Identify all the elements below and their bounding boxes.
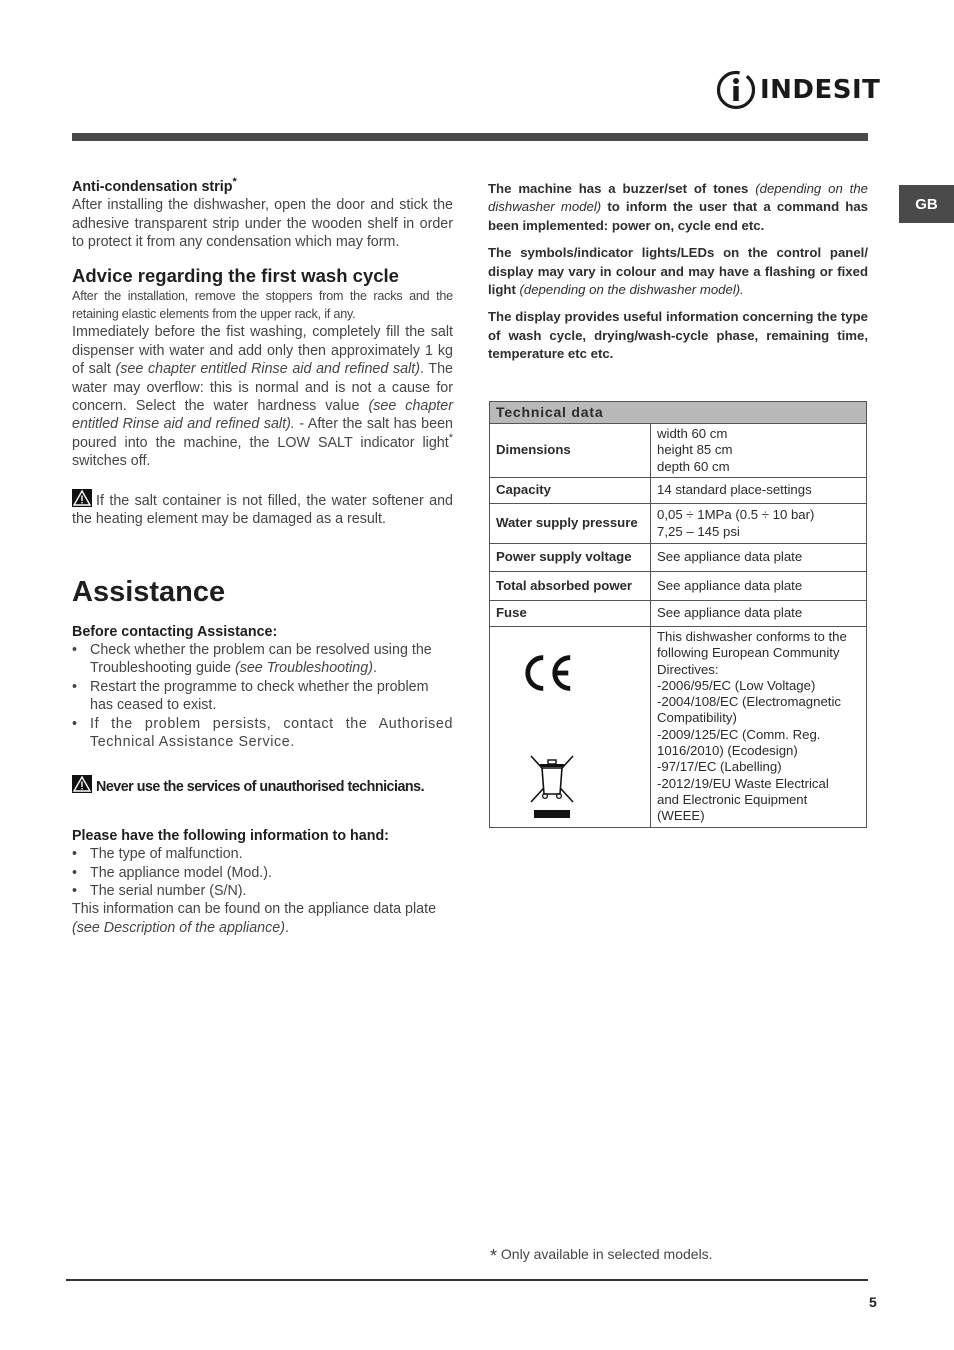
list-item xyxy=(72,715,453,752)
brand-logo xyxy=(716,68,880,112)
value-line: See appliance data plate xyxy=(657,577,803,593)
table-row-label: Fuse xyxy=(490,601,651,627)
info-list xyxy=(72,845,453,900)
bullet-icon: • xyxy=(72,715,78,732)
assistance-title: Assistance xyxy=(72,575,226,608)
table-row-label: Total absorbed power xyxy=(490,572,651,601)
anticondensation-heading: Anti-condensation strip* xyxy=(72,176,237,195)
value-line: See appliance data plate xyxy=(657,605,803,621)
list-item-text: Check whether the problem can be resolved using the Troubleshooting guide (see Troubleshooting). xyxy=(90,641,432,677)
indicator-paragraph: The symbols/indicator lights/LEDs on the control panel/ display may vary in colour and may have a flashing or fixed light (depending on the dishwasher model). xyxy=(488,245,868,298)
list-item-text: The appliance model (Mod.). xyxy=(90,864,272,881)
footnote: * Only available in selected models. xyxy=(490,1246,713,1266)
list-item xyxy=(72,641,453,678)
table-row xyxy=(490,572,867,601)
directives-text xyxy=(651,627,867,828)
warning-icon xyxy=(72,489,92,507)
value-line: width 60 cm xyxy=(657,426,728,442)
table-row-value xyxy=(651,572,867,601)
before-contacting-list xyxy=(72,641,453,751)
table-row xyxy=(490,544,867,572)
indesit-logo-icon xyxy=(716,69,756,111)
advice-heading: Advice regarding the first wash cycle xyxy=(72,264,399,286)
bullet-icon: • xyxy=(72,882,78,899)
list-item xyxy=(72,678,453,715)
salt-warning: If the salt container is not filled, the water softener and the heating element may be damaged as a result. xyxy=(72,489,453,529)
table-row xyxy=(490,478,867,504)
language-tab: GB xyxy=(899,185,954,223)
list-item xyxy=(72,845,453,863)
value-line: See appliance data plate xyxy=(657,549,803,565)
ce-mark-icon xyxy=(522,651,576,695)
footer-rule xyxy=(66,1279,868,1281)
table-row xyxy=(490,504,867,544)
technician-warning: Never use the services of unauthorised technicians. xyxy=(72,775,453,796)
brand-name: INDESIT xyxy=(760,75,881,105)
anticondensation-text: After installing the dishwasher, open the door and stick the adhesive transparent strip under the wooden shelf in order to protect it from any condensation which may form. xyxy=(72,197,453,251)
display-paragraph: The display provides useful information concerning the type of wash cycle, drying/wash-cycle phase, remaining time, temperature etc etc. xyxy=(488,309,868,362)
directive-line: -2004/108/EC (Electromagnetic xyxy=(657,694,841,710)
technical-data-header xyxy=(490,402,867,424)
table-row-value xyxy=(651,478,867,504)
directive-line: -2012/19/EU Waste Electrical xyxy=(657,775,829,791)
info-heading: Please have the following information to hand: xyxy=(72,827,389,844)
bullet-icon: • xyxy=(72,864,78,881)
technical-data-title: Technical data xyxy=(490,402,867,424)
bullet-icon: • xyxy=(72,846,78,863)
list-item-text: If the problem persists, contact the Authorised Technical Assistance Service. xyxy=(90,715,453,750)
value-line: 0,05 ÷ 1MPa (0.5 ÷ 10 bar) xyxy=(657,507,815,523)
directive-line: following European Community xyxy=(657,645,840,661)
directive-line: This dishwasher conforms to the xyxy=(657,629,847,644)
bullet-icon: • xyxy=(72,678,78,695)
directive-line: 1016/2010) (Ecodesign) xyxy=(657,743,798,759)
advice-paragraph-1: After the installation, remove the stoppers from the racks and the retaining elastic elements from the upper rack, if any. xyxy=(72,288,453,322)
table-row-label: Power supply voltage xyxy=(490,544,651,572)
directive-line: (WEEE) xyxy=(657,808,705,824)
table-row-label: Water supply pressure xyxy=(490,504,651,544)
list-item-text: The type of malfunction. xyxy=(90,846,243,863)
bullet-icon: • xyxy=(72,641,78,658)
directive-line: -2006/95/EC (Low Voltage) xyxy=(657,677,816,693)
warning-icon xyxy=(72,775,92,793)
buzzer-paragraph: The machine has a buzzer/set of tones (depending on the dishwasher model) to inform the user that a command has been implemented: power on, cycle end etc. xyxy=(488,181,868,233)
value-line: 14 standard place-settings xyxy=(657,482,812,498)
table-row-value xyxy=(651,424,867,478)
table-row-value xyxy=(651,504,867,544)
value-line: height 85 cm xyxy=(657,442,733,458)
compliance-icons xyxy=(490,627,651,828)
technical-data-table xyxy=(489,401,867,828)
table-row xyxy=(490,424,867,478)
value-line: 7,25 – 145 psi xyxy=(657,523,740,539)
weee-bin-icon xyxy=(529,754,575,824)
directive-line: Directives: xyxy=(657,661,719,677)
compliance-row xyxy=(490,627,867,828)
page-number: 5 xyxy=(869,1294,877,1310)
directive-line: and Electronic Equipment xyxy=(657,791,808,807)
value-line: depth 60 cm xyxy=(657,458,730,474)
list-item xyxy=(72,882,453,900)
directive-line: -97/17/EC (Labelling) xyxy=(657,759,782,775)
directive-line: -2009/125/EC (Comm. Reg. xyxy=(657,726,821,742)
header-rule xyxy=(72,133,868,141)
list-item-text: Restart the programme to check whether the problem has ceased to exist. xyxy=(90,678,429,714)
list-item xyxy=(72,864,453,882)
directive-line: Compatibility) xyxy=(657,710,737,726)
right-column xyxy=(488,180,868,364)
table-row xyxy=(490,601,867,627)
before-contacting-heading: Before contacting Assistance: xyxy=(72,623,278,640)
table-row-label: Dimensions xyxy=(490,424,651,478)
table-row-value xyxy=(651,601,867,627)
info-footer: This information can be found on the appliance data plate (see Description of the appliance). xyxy=(72,901,437,936)
left-column xyxy=(72,178,453,937)
table-row-value xyxy=(651,544,867,572)
list-item-text: The serial number (S/N). xyxy=(90,882,247,899)
table-row-label: Capacity xyxy=(490,478,651,504)
advice-paragraph-2: Immediately before the fist washing, completely fill the salt dispenser with water and add only then approximately 1 kg of salt (see chapter entitled Rinse aid and refined salt). The water may overflow: this is normal and is not a cause for concern. Select the water hardness value (see chapter entitled Rinse aid and refined salt). - After the salt has been poured into the machine, the LOW SALT indicator light* switches off. xyxy=(72,324,453,470)
